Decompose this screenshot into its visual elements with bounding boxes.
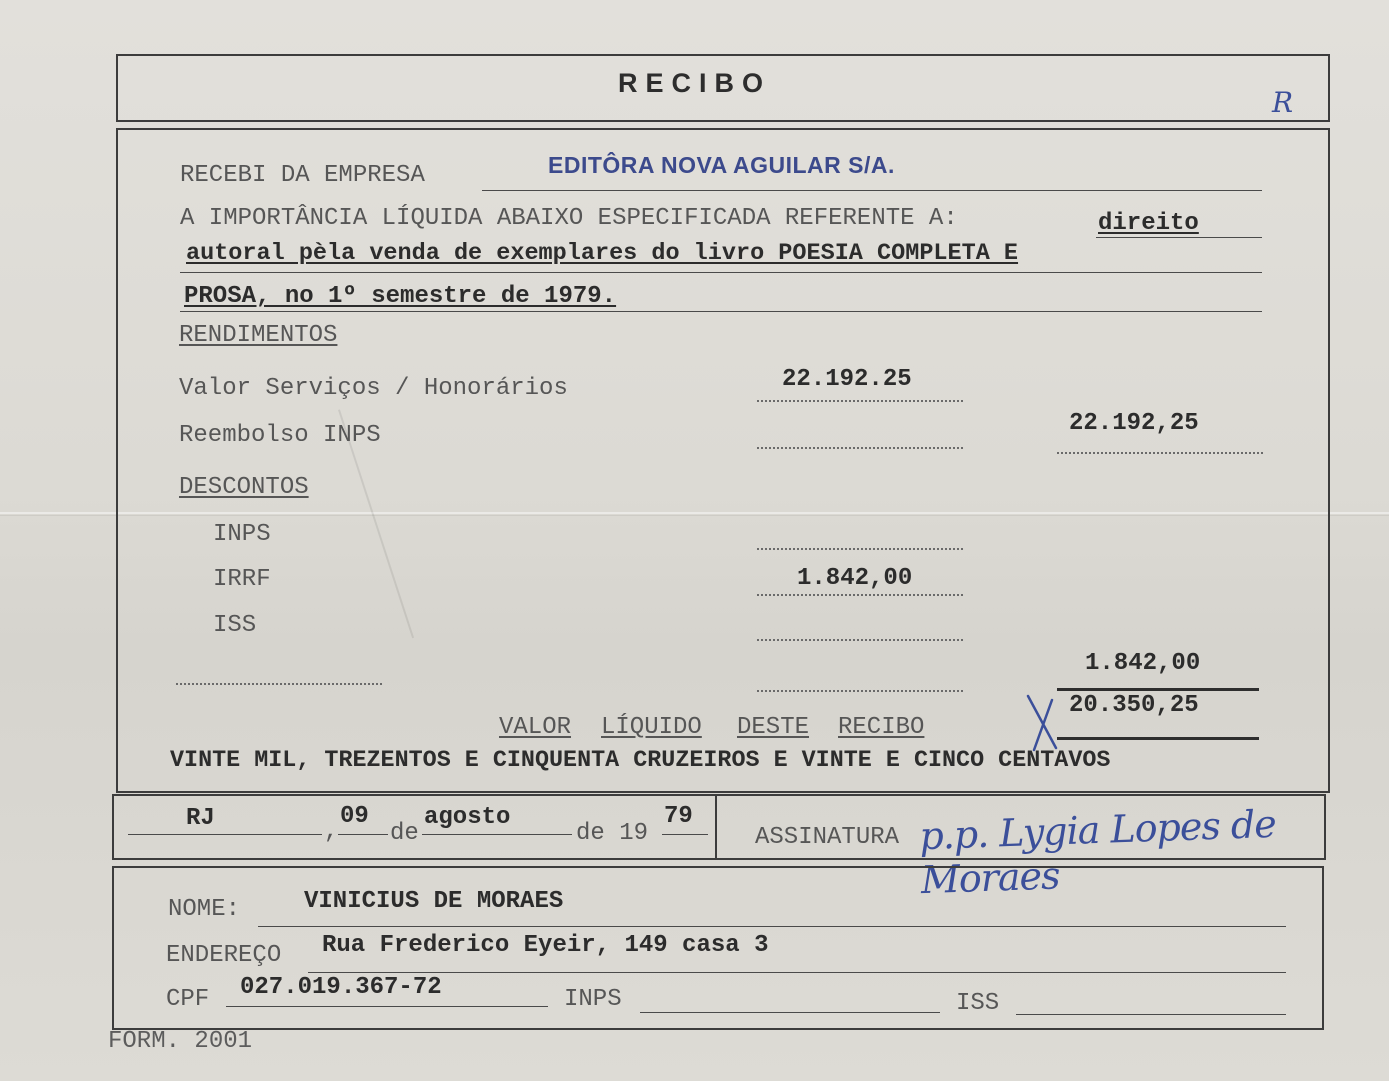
iss-deduction-label: ISS (213, 612, 257, 639)
net-label-valor: VALOR (499, 714, 572, 741)
signature-label: ASSINATURA (755, 824, 900, 851)
reimbursement-label: Reembolso INPS (179, 422, 381, 449)
services-label: Valor Serviços / Honorários (179, 375, 568, 402)
date-place: RJ (186, 805, 215, 832)
reference-label: A IMPORTÂNCIA LÍQUIDA ABAIXO ESPECIFICADA REFERENTE A: (180, 205, 958, 232)
net-value-rule (1057, 737, 1259, 740)
date-month: agosto (424, 804, 511, 831)
cpf-rule (226, 1006, 548, 1007)
name-label: NOME: (168, 896, 241, 923)
reference-rule-2 (180, 272, 1262, 273)
cpf-label: CPF (166, 986, 210, 1013)
extra-value-dots (757, 690, 963, 692)
date-year: 79 (664, 803, 693, 830)
reference-line-3: PROSA, no 1º semestre de 1979. (184, 283, 617, 310)
payee-inps-rule (640, 1012, 940, 1013)
services-dots (757, 400, 963, 402)
irrf-dots (757, 594, 963, 596)
net-label-liquido: LÍQUIDO (601, 714, 702, 741)
deductions-total-rule (1057, 688, 1259, 691)
iss-deduction-dots (757, 639, 963, 641)
inps-deduction-dots (757, 548, 963, 550)
reference-line-1: direito (1098, 210, 1199, 237)
amount-in-words: VINTE MIL, TREZENTOS E CINQUENTA CRUZEIROS E VINTE E CINCO CENTAVOS (170, 748, 1111, 774)
reference-rule-1 (1096, 237, 1262, 238)
payee-name: VINICIUS DE MORAES (304, 888, 564, 915)
reference-rule-3 (180, 311, 1262, 312)
earnings-total: 22.192,25 (1069, 410, 1199, 437)
address-rule (308, 972, 1286, 973)
net-value-x-mark (1022, 692, 1062, 754)
date-day-rule (338, 834, 388, 835)
reference-line-2: autoral pèla venda de exemplares do livro POESIA COMPLETA E (186, 240, 1019, 267)
date-place-rule (128, 834, 322, 835)
irrf-label: IRRF (213, 566, 271, 593)
net-value: 20.350,25 (1069, 692, 1199, 719)
deductions-total: 1.842,00 (1085, 650, 1201, 677)
payee-address: Rua Frederico Eyeir, 149 casa 3 (322, 932, 769, 959)
payee-cpf: 027.019.367-72 (240, 974, 442, 1001)
inps-deduction-label: INPS (213, 521, 271, 548)
name-rule (258, 926, 1286, 927)
deductions-heading: DESCONTOS (179, 474, 309, 501)
extra-deduction-dots (176, 683, 382, 685)
receipt-title: RECIBO (617, 68, 771, 98)
date-signature-divider (715, 796, 717, 858)
date-year-rule (662, 834, 708, 835)
date-de-1: de (390, 820, 419, 847)
date-day: 09 (340, 803, 369, 830)
received-from-label: RECEBI DA EMPRESA (180, 162, 425, 189)
corner-mark: R (1272, 86, 1294, 119)
irrf-value: 1.842,00 (797, 565, 913, 592)
date-month-rule (422, 834, 572, 835)
date-de-19: de 19 (576, 820, 649, 847)
reimbursement-dots (757, 447, 963, 449)
address-label: ENDEREÇO (166, 942, 282, 969)
payee-iss-rule (1016, 1014, 1286, 1015)
company-line (482, 190, 1262, 191)
net-label-deste: DESTE (737, 714, 810, 741)
handwritten-signature: p.p. Lygia Lopes de Moraes (918, 801, 1277, 903)
net-label-recibo: RECIBO (838, 714, 925, 741)
payee-iss-label: ISS (956, 990, 1000, 1017)
earnings-total-dots (1057, 452, 1263, 454)
form-number: FORM. 2001 (108, 1028, 253, 1055)
company-stamp: EDITÔRA NOVA AGUILAR S/A. (548, 152, 895, 178)
services-value: 22.192.25 (782, 366, 912, 393)
payee-inps-label: INPS (564, 986, 622, 1013)
earnings-heading: RENDIMENTOS (179, 322, 338, 349)
